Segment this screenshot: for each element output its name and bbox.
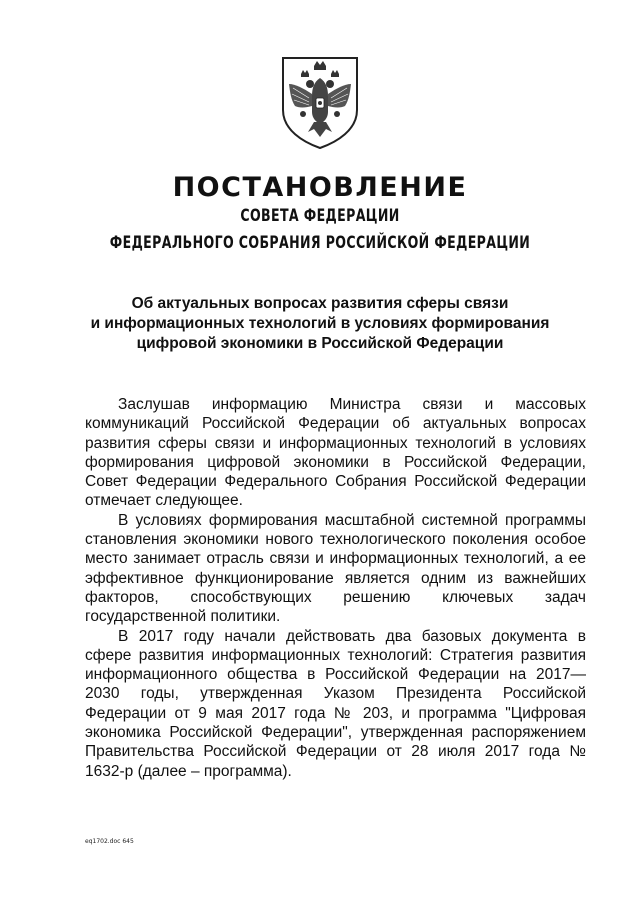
body-paragraph: Заслушав информацию Министра связи и массовых коммуникаций Российской Федерации об актуальных вопросах развития сферы связи и информационных технологий в условиях формирования цифровой экономики в Российской Федерации, Совет Федерации Федерального Собрания Российской Федерации отмечает следующее. bbox=[85, 396, 586, 510]
subject-line: цифровой экономики в Российской Федерации bbox=[136, 335, 504, 352]
body-paragraph: В 2017 году начали действовать два базовых документа в сфере развития информационных технологий: Стратегия развития информационного общества в Российской Федерации на 2017—2030 годы, утвержденная Указом Президента Российской Федерации от 9 мая 2017 года № 203, и программа "Цифровая экономика Российской Федерации", утвержденная распоряжением Правительства Российской Федерации от 28 июля 2017 года № 1632-р (далее – программа). bbox=[85, 627, 586, 780]
document-subject bbox=[60, 294, 580, 354]
file-reference: eq1702.doc 645 bbox=[85, 838, 134, 845]
body-paragraph: В условиях формирования масштабной системной программы становления экономики нового технологического поколения особое место занимает отрасль связи и информационных технологий, а ее эффективное функционирование является одним из важнейших факторов, способствующих решению ключевых задач государственной политики. bbox=[85, 511, 586, 626]
issuer-line-1: СОВЕТА ФЕДЕРАЦИИ bbox=[240, 206, 400, 226]
subject-line: и информационных технологий в условиях формирования bbox=[90, 315, 550, 332]
issuer-line-2: ФЕДЕРАЛЬНОГО СОБРАНИЯ РОССИЙСКОЙ ФЕДЕРАЦИИ bbox=[109, 233, 531, 253]
subject-line: Об актуальных вопросах развития сферы связи bbox=[131, 295, 509, 312]
document-title: ПОСТАНОВЛЕНИЕ bbox=[172, 172, 468, 203]
coat-of-arms-emblem bbox=[279, 54, 361, 150]
document-body bbox=[85, 395, 586, 781]
